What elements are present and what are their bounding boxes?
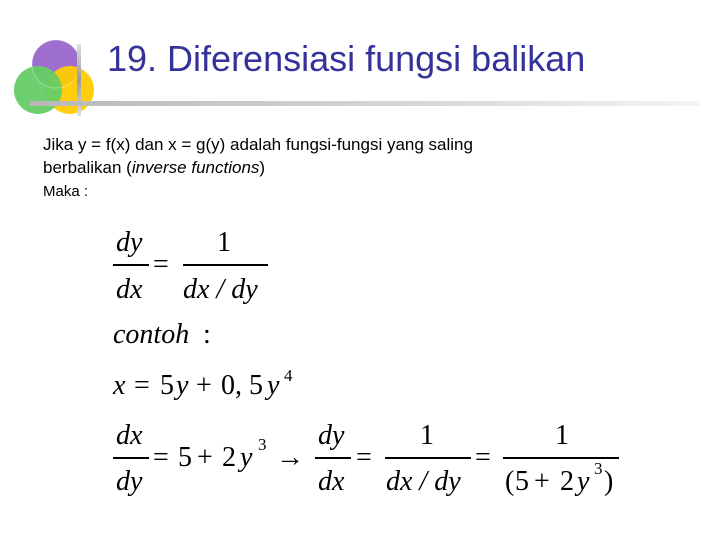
d-lparen: (: [505, 466, 515, 497]
eq-half: 0, 5: [221, 370, 263, 401]
d-exp3: 3: [258, 435, 267, 454]
eq-x: x: [113, 370, 126, 401]
f1-den-dxdy: dx / dy: [183, 274, 258, 305]
contoh-word: contoh: [113, 319, 190, 350]
d-den-plus: +: [534, 466, 550, 497]
f1-frac-bar-left: [113, 264, 149, 266]
d-frac-bar-2: [315, 457, 351, 459]
f1-num-one: 1: [217, 227, 231, 258]
implies-arrow-icon: →: [276, 442, 304, 473]
d-den-dx: dx: [318, 466, 345, 497]
title-horizontal-rule: [30, 101, 700, 106]
eq-equals: =: [134, 370, 150, 401]
f1-num-dy: dy: [116, 227, 143, 258]
eq-exp4: 4: [284, 366, 293, 385]
intro-paragraph: [43, 133, 663, 179]
d-num-one-1: 1: [420, 420, 434, 451]
contoh-colon: :: [203, 319, 211, 350]
d-den-two: 2: [560, 466, 574, 497]
d-y: y: [240, 442, 253, 473]
d-equals-2: =: [356, 442, 372, 473]
f1-equals: =: [153, 249, 169, 280]
slide-title: 19. Diferensiasi fungsi balikan: [107, 38, 586, 79]
d-den-y: y: [577, 466, 590, 497]
d-two: 2: [222, 442, 236, 473]
d-den-dy: dy: [116, 466, 143, 497]
d-frac-bar-1: [113, 457, 149, 459]
intro-line-1: Jika y = f(x) dan x = g(y) adalah fungsi-fungsi yang saling: [43, 135, 473, 154]
d-num-one-2: 1: [555, 420, 569, 451]
eq-five: 5: [160, 370, 174, 401]
eq-y: y: [176, 370, 189, 401]
d-five: 5: [178, 442, 192, 473]
intro-suffix: ): [259, 158, 266, 177]
eq-plus: +: [196, 370, 212, 401]
f1-frac-bar-right: [183, 264, 268, 266]
inverse-functions-term: inverse functions: [131, 158, 260, 177]
intro-prefix: berbalikan (: [43, 158, 132, 177]
d-den-dxdy: dx / dy: [386, 466, 461, 497]
d-den-exp3: 3: [594, 459, 603, 478]
d-den-five: 5: [515, 466, 529, 497]
d-equals-3: =: [475, 442, 491, 473]
d-num-dx: dx: [116, 420, 143, 451]
d-frac-bar-3: [385, 457, 471, 459]
d-equals-1: =: [153, 442, 169, 473]
intro-line-2: [43, 156, 663, 179]
d-rparen: ): [604, 466, 614, 497]
d-num-dy: dy: [318, 420, 345, 451]
slide-logo-icon: [8, 38, 108, 118]
maka-label: Maka :: [43, 183, 89, 200]
d-plus: +: [197, 442, 213, 473]
f1-den-dx: dx: [116, 274, 143, 305]
eq-y-power: y: [267, 370, 280, 401]
